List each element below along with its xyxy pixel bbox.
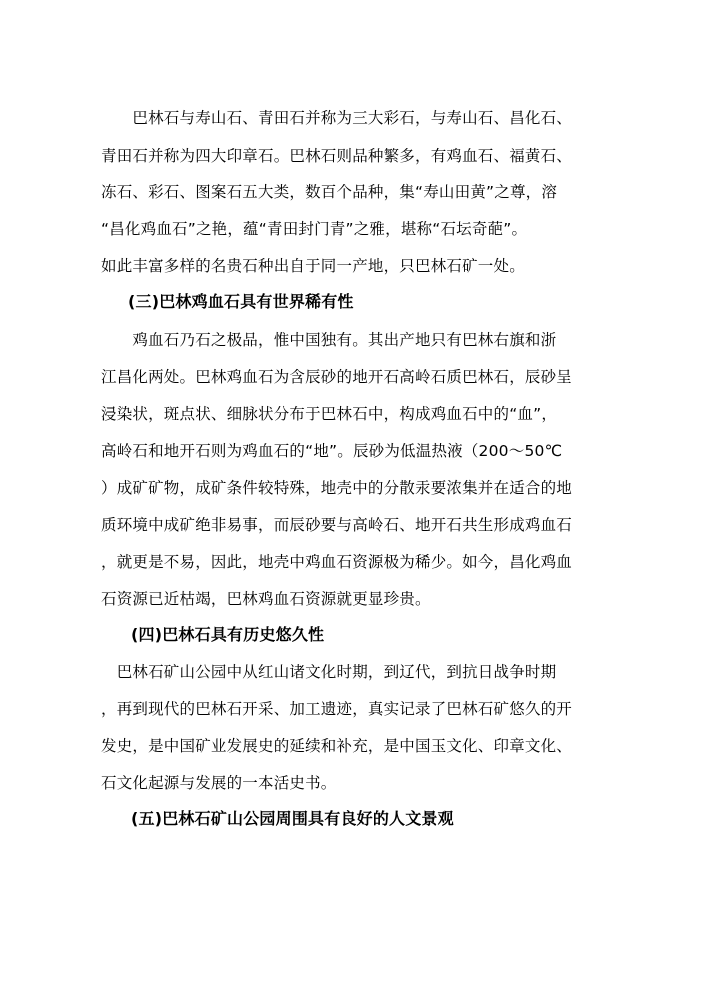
paragraph-2-line-6: 质环境中成矿绝非易事，而辰砂要与高岭石、地开石共生形成鸡血石 — [101, 516, 573, 534]
paragraph-3-line-2: ，再到现代的巴林石开采、加工遗迹，真实记录了巴林石矿悠久的开 — [101, 700, 573, 718]
section-heading-3: (三)巴林鸡血石具有世界稀有性 — [128, 292, 354, 311]
paragraph-2-line-5: ）成矿矿物，成矿条件较特殊，地壳中的分散汞要浓集并在适合的地 — [101, 479, 573, 497]
paragraph-1-line-3: 冻石、彩石、图案石五大类，数百个品种，集“寿山田黄”之尊，溶 — [101, 183, 558, 201]
paragraph-1-line-4: “昌化鸡血石”之艳，蕴“青田封门青”之雅，堪称“石坛奇葩”。 — [101, 220, 528, 238]
paragraph-2-line-3: 浸染状，斑点状、细脉状分布于巴林石中，构成鸡血石中的“血”， — [101, 405, 558, 423]
section-heading-4: (四)巴林石具有历史悠久性 — [131, 625, 325, 644]
paragraph-2-line-1: 鸡血石乃石之极品，惟中国独有。其出产地只有巴林右旗和浙 — [101, 331, 557, 349]
paragraph-1-line-2: 青田石并称为四大印章石。巴林石则品种繁多，有鸡血石、福黄石、 — [101, 147, 573, 165]
section-heading-5: (五)巴林石矿山公园周围具有良好的人文景观 — [131, 809, 454, 828]
paragraph-2-line-4: 高岭石和地开石则为鸡血石的“地”。辰砂为低温热液（200～50℃ — [101, 442, 563, 460]
paragraph-1-line-1: 巴林石与寿山石、青田石并称为三大彩石，与寿山石、昌化石、 — [101, 109, 573, 127]
paragraph-3-line-3: 发史，是中国矿业发展史的延续和补充，是中国玉文化、印章文化、 — [101, 737, 573, 755]
paragraph-2-line-2: 江昌化两处。巴林鸡血石为含辰砂的地开石高岭石质巴林石，辰砂呈 — [101, 368, 573, 386]
paragraph-3-line-4: 石文化起源与发展的一本活史书。 — [101, 774, 337, 792]
paragraph-2-line-8: 石资源已近枯竭，巴林鸡血石资源就更显珍贵。 — [101, 590, 431, 608]
paragraph-2-line-7: ，就更是不易，因此，地壳中鸡血石资源极为稀少。如今，昌化鸡血 — [101, 553, 573, 571]
paragraph-3-line-1: 巴林石矿山公园中从红山诸文化时期，到辽代，到抗日战争时期 — [101, 663, 557, 681]
paragraph-1-line-5: 如此丰富多样的名贵石种出自于同一产地，只巴林石矿一处。 — [101, 257, 525, 275]
